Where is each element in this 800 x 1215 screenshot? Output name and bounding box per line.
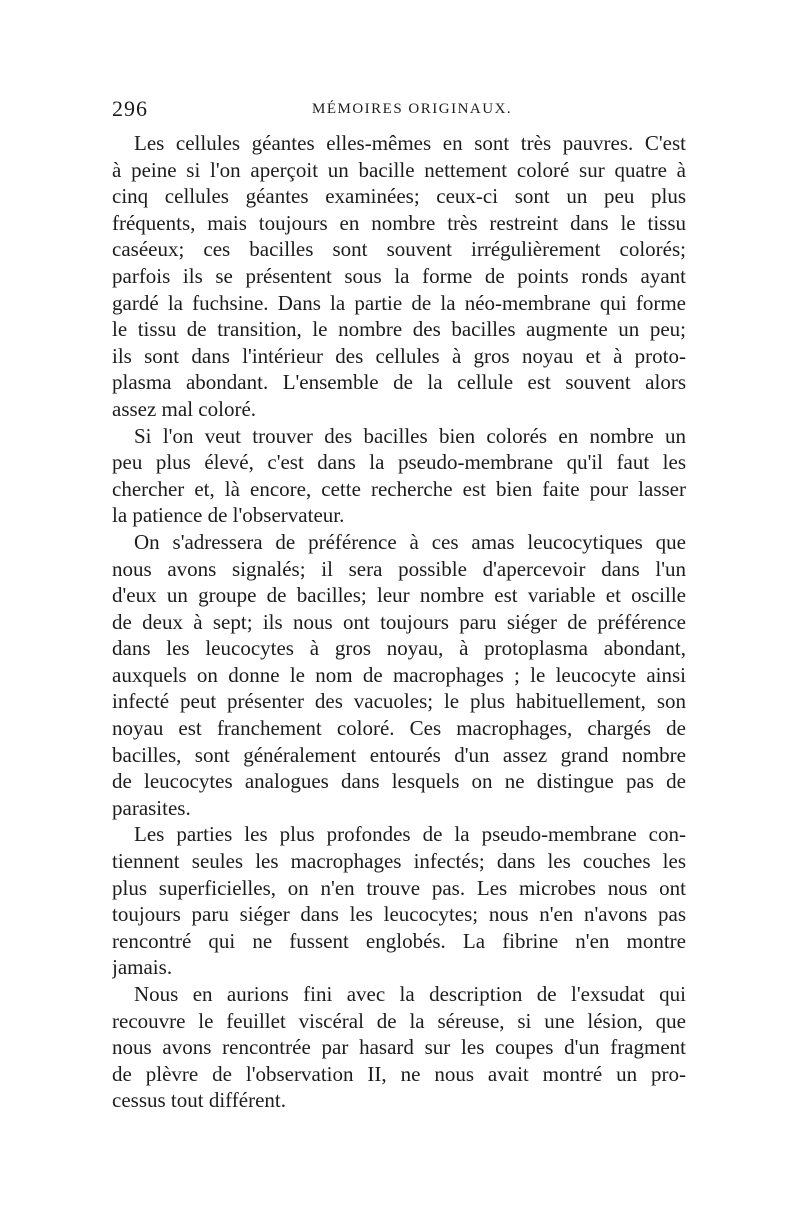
text-line: ils sont dans l'intérieur des cellules à gros noyau et à proto- <box>112 343 686 368</box>
text-line: dans les leucocytes à gros noyau, à protoplasma abondant, <box>112 636 686 661</box>
text-line: le tissu de transition, le nombre des bacilles augmente un peu; <box>112 317 686 342</box>
text-line: de leucocytes analogues dans lesquels on ne distingue pas de <box>112 769 686 794</box>
text-line: caséeux; ces bacilles sont souvent irrégulièrement colorés; <box>112 237 686 262</box>
text-line: gardé la fuchsine. Dans la partie de la néo-membrane qui forme <box>112 290 686 315</box>
text-line: chercher et, là encore, cette recherche est bien faite pour lasser <box>112 476 686 501</box>
text-line: jamais. <box>112 955 173 980</box>
text-line: auxquels on donne le nom de macrophages ; le leucocyte ainsi <box>112 662 686 687</box>
text-line: parfois ils se présentent sous la forme de points ronds ayant <box>112 263 686 288</box>
text-line: On s'adressera de préférence à ces amas leucocytiques que <box>134 529 686 554</box>
text-line: de deux à sept; ils nous ont toujours paru siéger de préférence <box>112 609 686 634</box>
text-line: la patience de l'observateur. <box>112 503 345 528</box>
text-line: Si l'on veut trouver des bacilles bien colorés en nombre un <box>134 423 686 448</box>
text-line: Les cellules géantes elles-mêmes en sont très pauvres. C'est <box>134 131 686 155</box>
page-header <box>112 96 686 124</box>
text-line: plasma abondant. L'ensemble de la cellule est souvent alors <box>112 370 686 395</box>
running-head: MÉMOIRES ORIGINAUX. <box>312 101 513 117</box>
text-line: plus superficielles, on n'en trouve pas. Les microbes nous ont <box>112 875 686 900</box>
text-line: cessus tout différent. <box>112 1088 286 1113</box>
text-line: Nous en aurions fini avec la description de l'exsudat qui <box>134 982 686 1006</box>
text-line: peu plus élevé, c'est dans la pseudo-membrane qu'il faut les <box>112 450 686 475</box>
text-line: de plèvre de l'observation II, ne nous avait montré un pro- <box>112 1061 686 1086</box>
text-line: assez mal coloré. <box>112 396 257 421</box>
text-line: fréquents, mais toujours en nombre très restreint dans le tissu <box>112 210 686 235</box>
page-number: 296 <box>112 96 148 121</box>
text-line: tiennent seules les macrophages infectés; dans les couches les <box>112 849 686 874</box>
body-text <box>112 130 686 1114</box>
text-line: noyau est franchement coloré. Ces macrophages, chargés de <box>112 716 686 741</box>
text-line: recouvre le feuillet viscéral de la séreuse, si une lésion, que <box>112 1008 686 1033</box>
text-line: à peine si l'on aperçoit un bacille nettement coloré sur quatre à <box>112 157 686 182</box>
text-line: parasites. <box>112 795 191 820</box>
text-line: Les parties les plus profondes de la pseudo-membrane con- <box>134 822 686 847</box>
text-line: infecté peut présenter des vacuoles; le plus habituellement, son <box>112 689 686 714</box>
text-line: nous avons signalés; il sera possible d'apercevoir dans l'un <box>112 556 686 581</box>
text-line: rencontré qui ne fussent englobés. La fibrine n'en montre <box>112 928 686 953</box>
text-line: d'eux un groupe de bacilles; leur nombre est variable et oscille <box>112 583 686 608</box>
text-line: nous avons rencontrée par hasard sur les coupes d'un fragment <box>112 1035 686 1060</box>
text-line: toujours paru siéger dans les leucocytes; nous n'en n'avons pas <box>112 902 686 927</box>
text-line: bacilles, sont généralement entourés d'un assez grand nombre <box>112 742 686 767</box>
text-line: cinq cellules géantes examinées; ceux-ci sont un peu plus <box>112 184 686 209</box>
